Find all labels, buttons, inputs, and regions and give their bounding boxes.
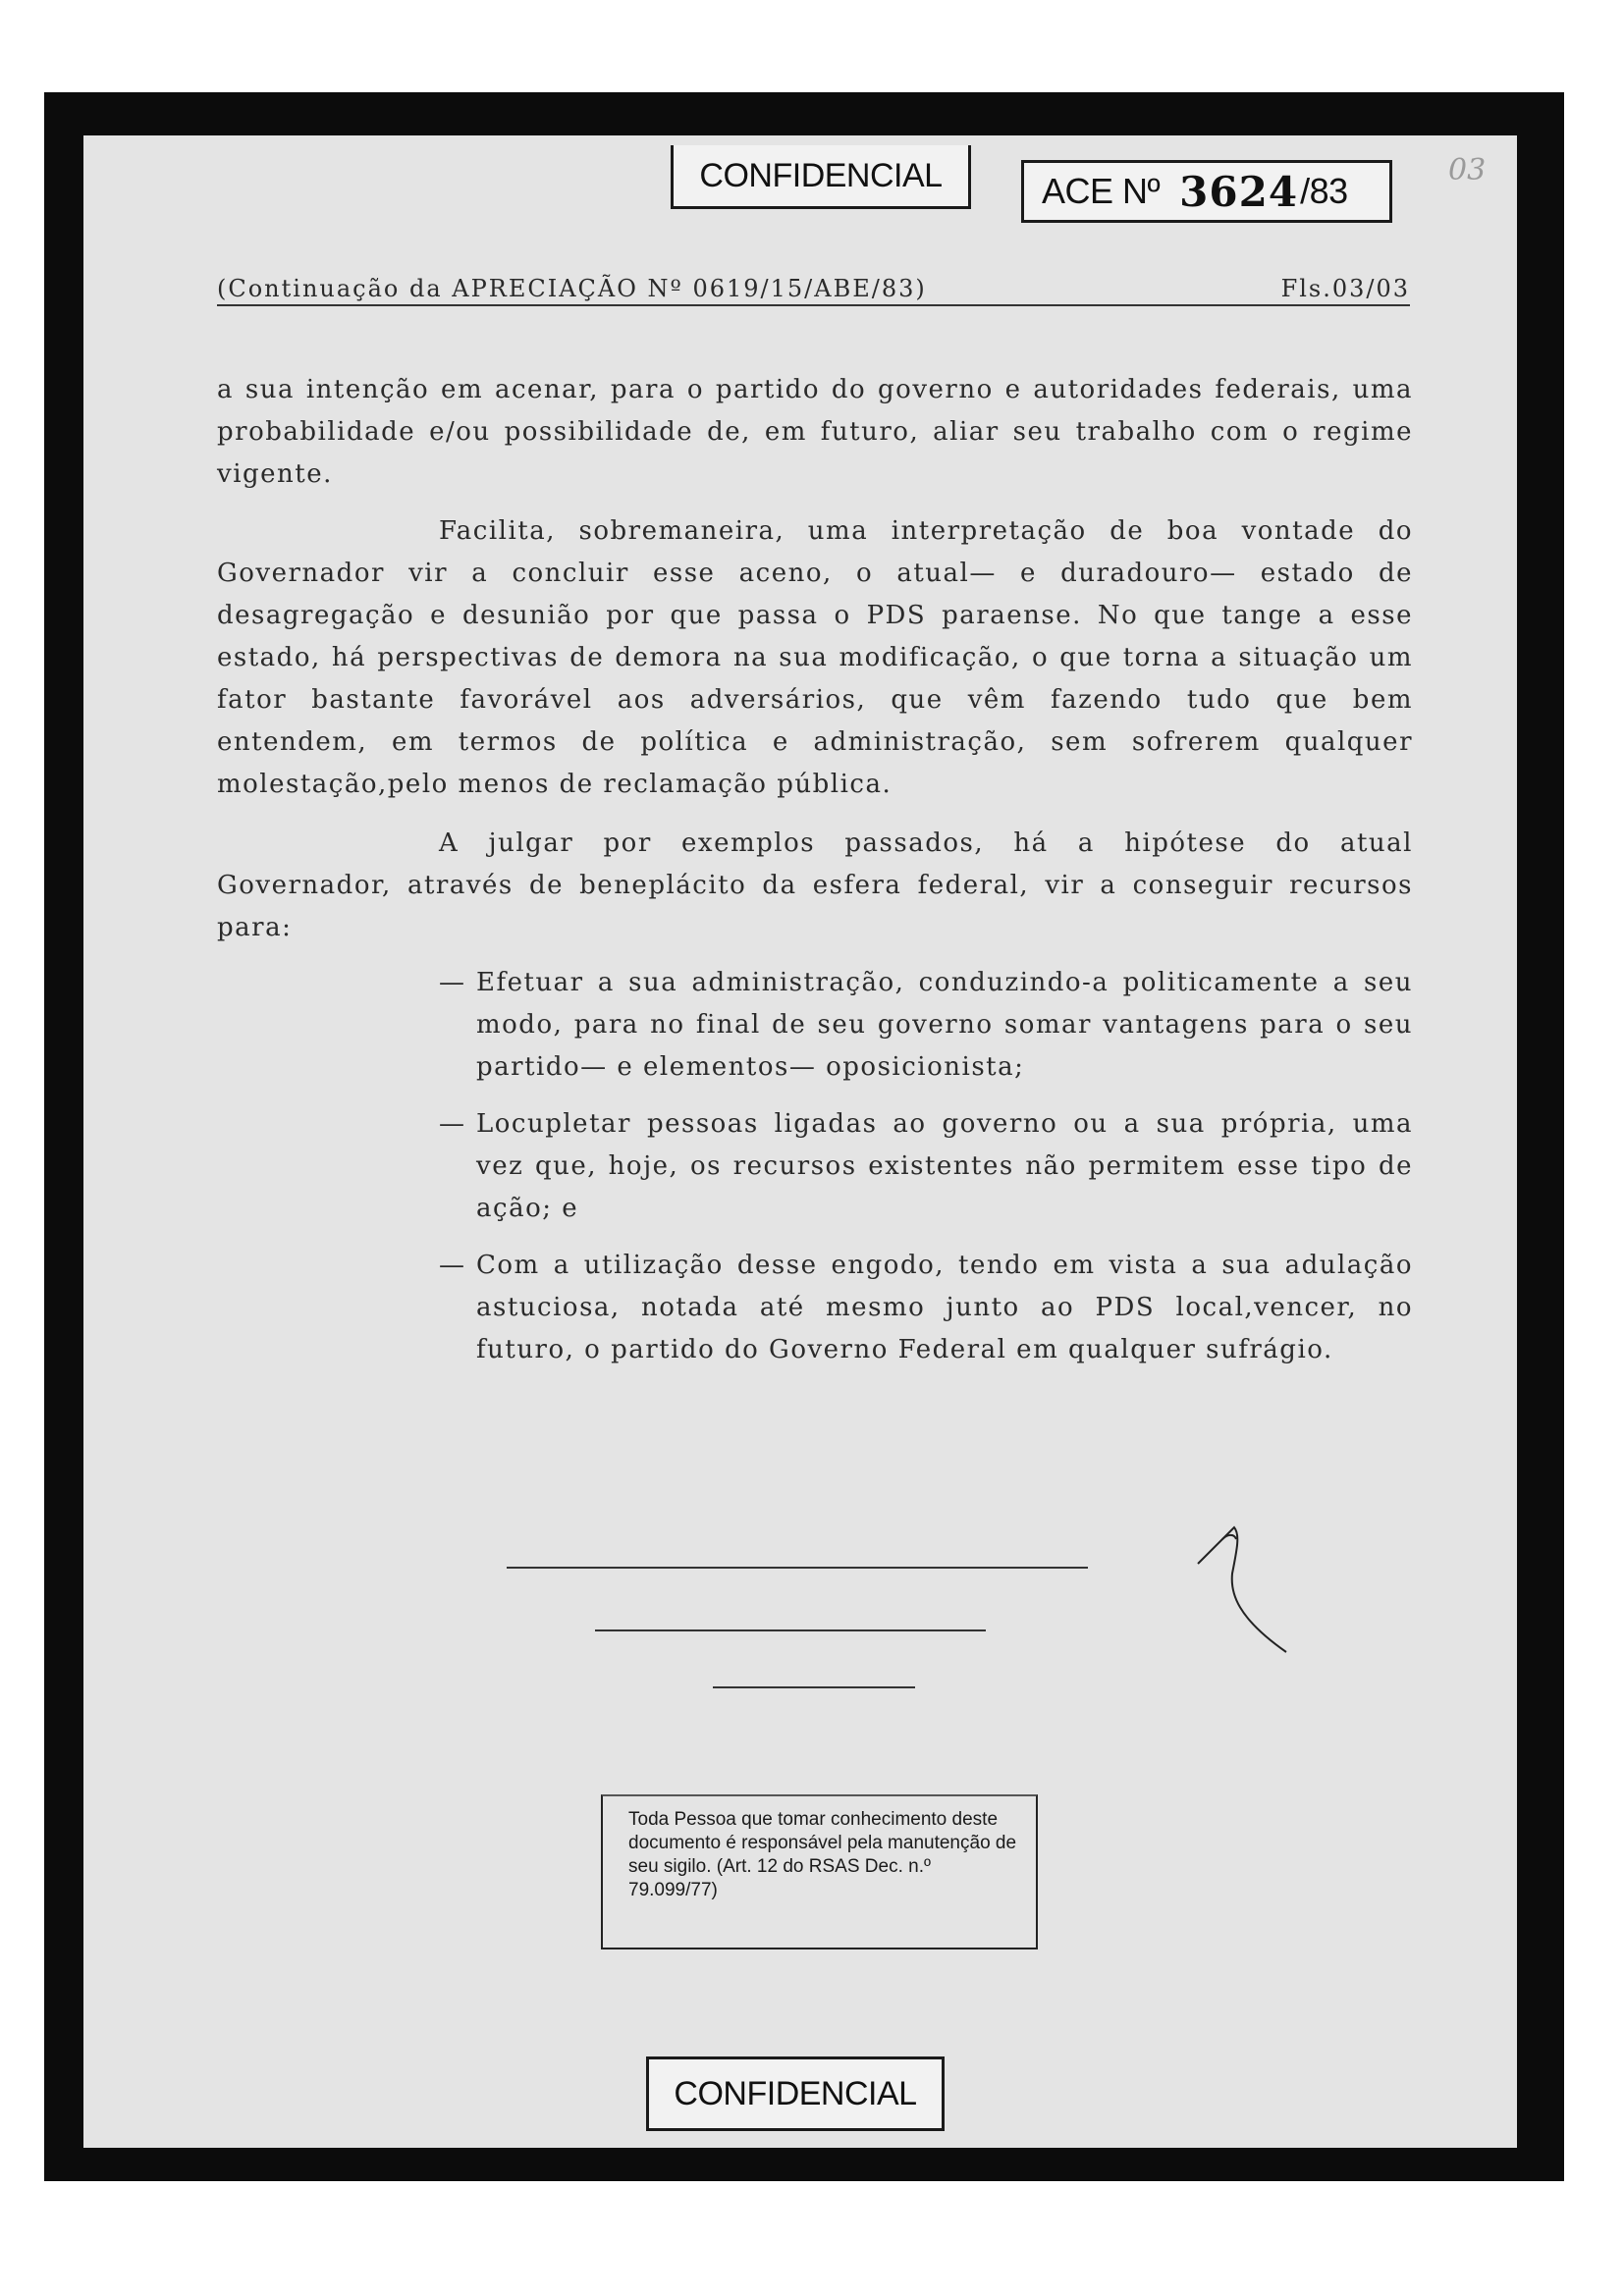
confidential-stamp-bottom: CONFIDENCIAL	[646, 2056, 945, 2131]
ace-prefix: ACE Nº	[1042, 171, 1161, 211]
signature-line	[595, 1629, 986, 1631]
signature-line	[507, 1567, 1088, 1569]
list-item: Efetuar a sua administração, conduzindo-a politicamente a seu modo, para no final de seu governo somar vantagens para o seu partido— e elementos— oposicionista;	[476, 968, 1413, 1082]
list-item: Com a utilização desse engodo, tendo em vista a sua adulação astuciosa, notada até mesmo junto ao PDS local,vencer, no futuro, o partido do Governo Federal em qualquer sufrágio.	[476, 1251, 1413, 1364]
header-reference: (Continuação da APRECIAÇÃO Nº 0619/15/ABE/83)	[217, 275, 927, 302]
confidentiality-notice: Toda Pessoa que tomar conhecimento deste documento é responsável pela manutenção de seu sigilo. (Art. 12 do RSAS Dec. n.º 79.099/77)	[601, 1794, 1038, 1949]
ace-number-stamp	[1021, 160, 1392, 223]
list-item-dash: —	[439, 1251, 464, 1280]
paragraph-2: Facilita, sobremaneira, uma interpretação de boa vontade do Governador vir a concluir esse aceno, o atual— e duradouro— estado de desagregação e desunião por que passa o PDS paraense. No que tange a esse estado, há perspectivas de demora na sua modificação, o que torna a situação um fator bastante favorável aos adversários, que vêm fazendo tudo que bem entendem, em termos de política e administração, sem sofrerem qualquer molestação,pelo menos de reclamação pública.	[217, 516, 1413, 799]
document-page	[83, 135, 1517, 2148]
list-item: Locupletar pessoas ligadas ao governo ou a sua própria, uma vez que, hoje, os recursos existentes não permitem esse tipo de ação; e	[476, 1109, 1413, 1223]
ace-suffix: /83	[1300, 171, 1348, 211]
paragraph-1: a sua intenção em acenar, para o partido do governo e autoridades federais, uma probabilidade e/ou possibilidade de, em futuro, aliar seu trabalho com o regime vigente.	[217, 375, 1413, 489]
corner-page-mark: 03	[1448, 153, 1487, 187]
continuation-header	[217, 275, 1410, 306]
signature-line	[713, 1686, 915, 1688]
page-number: Fls.03/03	[1280, 275, 1410, 302]
paragraph-3: A julgar por exemplos passados, há a hipótese do atual Governador, através de beneplácito da esfera federal, vir a conseguir recursos para:	[217, 828, 1413, 942]
confidential-stamp-top: CONFIDENCIAL	[671, 145, 971, 209]
list-item-dash: —	[439, 968, 464, 997]
list-item-dash: —	[439, 1109, 464, 1139]
handwritten-initial	[1193, 1520, 1291, 1657]
ace-number: 3624	[1179, 167, 1299, 216]
